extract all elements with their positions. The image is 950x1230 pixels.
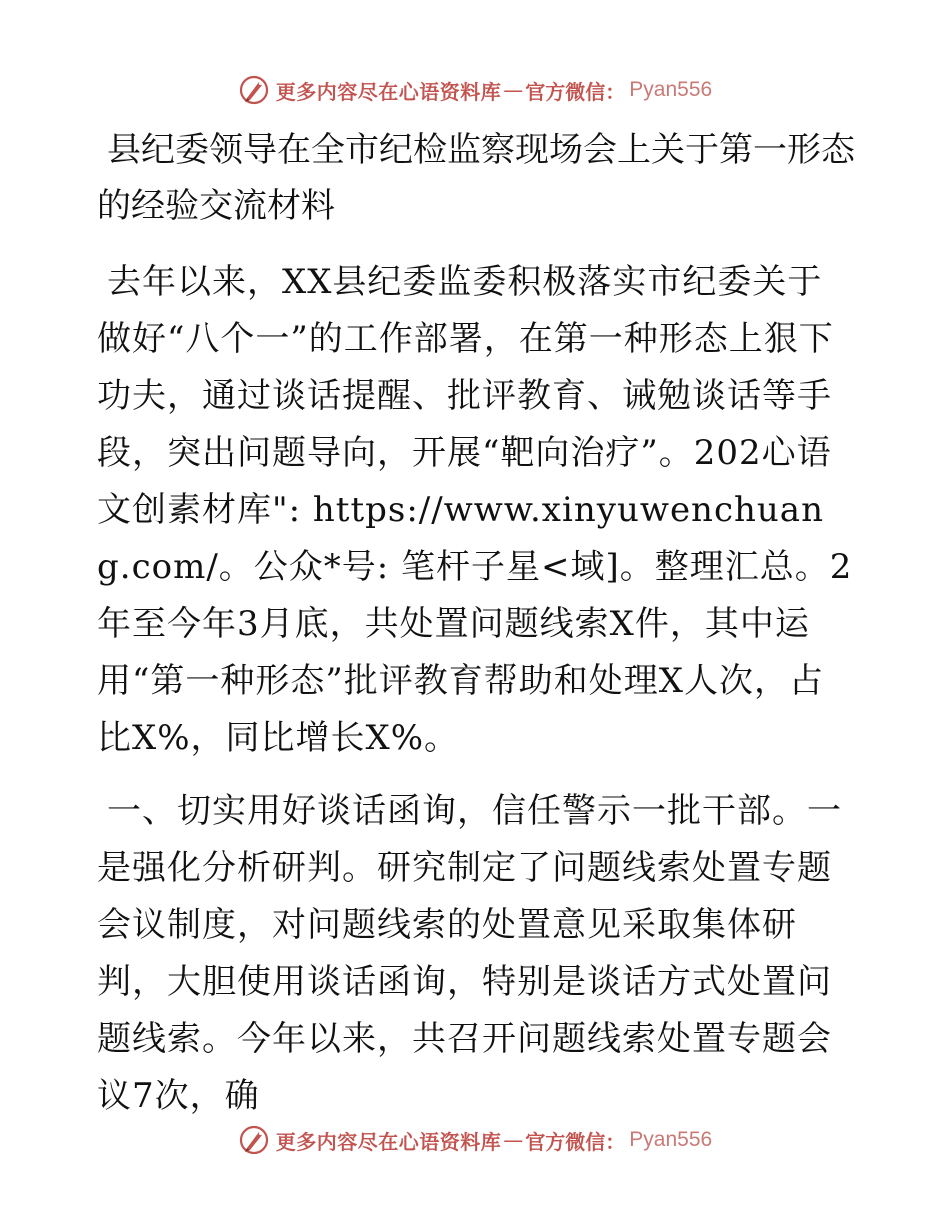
watermark-sub-text: 官方微信： bbox=[525, 79, 626, 104]
watermark-sub-text: 官方微信： bbox=[525, 1129, 626, 1154]
document-paragraph: 一、切实用好谈话函询，信任警示一批干部。一是强化分析研判。研究制定了问题线索处置专题会议制度，对问题线索的处置意见采取集体研判，大胆使用谈话函询，特别是谈话方式处置问题线索。今年以来，共召开问题线索处置专题会议7次，确 bbox=[97, 791, 842, 1116]
watermark-separator: — bbox=[503, 1128, 524, 1152]
document-title: 县纪委领导在全市纪检监察现场会上关于第一形态的经验交流材料 bbox=[97, 130, 855, 226]
watermark-separator: — bbox=[503, 78, 524, 102]
header-watermark-banner bbox=[0, 70, 950, 110]
watermark-main-text: 更多内容尽在心语资料库 bbox=[275, 79, 502, 104]
watermark-main-text: 更多内容尽在心语资料库 bbox=[275, 1129, 502, 1154]
quill-pen-logo-icon bbox=[238, 1124, 270, 1156]
document-paragraph: 去年以来，XX县纪委监委积极落实市纪委关于做好“八个一”的工作部署，在第一种形态上狠下功夫，通过谈话提醒、批评教育、诫勉谈话等手段，突出问题导向，开展“靶向治疗”。202心语文创素材库": https://www.xinyuwenchuang.com/。公众*号: 笔杆子星<域]。整理汇总。2年至今年3月底，共处置问题线索X件，其中运用“第一种形态”批评教育帮助和处理X人次，占比X%，同比增长X%。 bbox=[97, 262, 853, 758]
footer-watermark-banner bbox=[0, 1120, 950, 1160]
quill-pen-logo-icon bbox=[238, 74, 270, 106]
watermark-handle: Pyan556 bbox=[629, 78, 713, 101]
document-body bbox=[97, 122, 857, 1125]
watermark-handle: Pyan556 bbox=[629, 1128, 713, 1151]
